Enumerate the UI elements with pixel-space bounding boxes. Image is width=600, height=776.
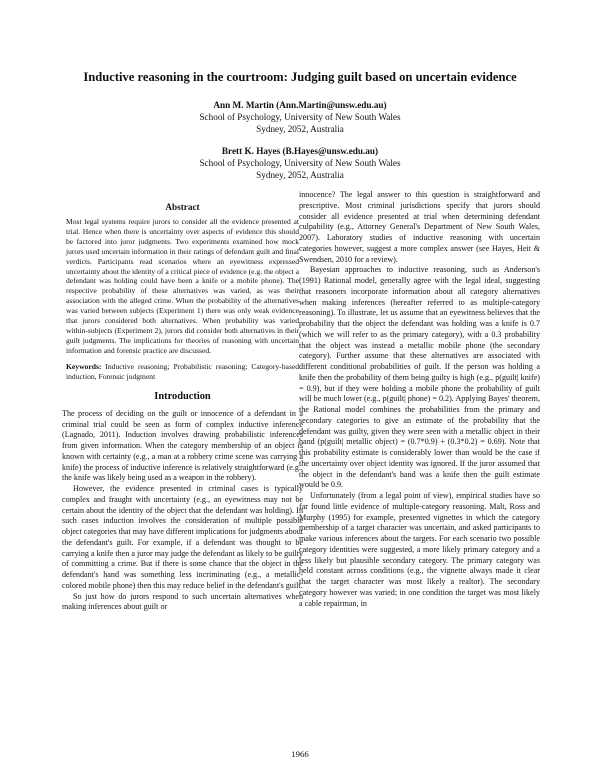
keywords-text: Inductive reasoning; Probabilistic reasoning; Category-based induction, Forensic judgment: [66, 362, 299, 382]
author-affiliation: School of Psychology, University of New South Wales: [199, 112, 401, 122]
body-paragraph: The process of deciding on the guilt or innocence of a defendant in a criminal trial could be seen as form of complex inductive inference (Lagnado, 2011). Induction involves drawing probabilistic inferences from given information. When the category membership of an object is known with certainty (e.g., a man at a robbery crime scene was carrying a knife) the process of inductive inference is relatively straightforward (e.g., the knife was likely being used as a weapon in the robbery).: [62, 408, 303, 483]
author-name: Brett K. Hayes (B.Hayes@unsw.edu.au): [221, 146, 379, 156]
keywords-label: Keywords:: [66, 362, 102, 372]
body-paragraph: Bayesian approaches to inductive reasoning, such as Anderson's (1991) Rational model, generally agree with the legal ideal, suggesting that reasoners incorporate information about all category alternatives when making inferences (hereafter referred to as multiple-category reasoning). To illustrate, let us assume that an eyewitness believes that the probability that the object the defendant was holding was a knife is 0.7 (which we will refer to as the primary category), with a 0.3 probability that the object was instead a metallic mobile phone (the secondary category). Further assume that these alternatives are associated with different conditional probabilities of guilt. If the person was holding a knife then the probability of them being guilty is high (e.g., p(guilt| knife) = 0.9), but if they were holding a mobile phone the probability of guilt will be much lower (e.g., p(guilt| phone) = 0.2). Applying Bayes' theorem, the Rational model combines the probabilities from the primary and secondary categories to give an estimate of the probability that the defendant was guilty, given they were seen with a metallic object in their hand (p(guilt| metallic object) = (0.7*0.9) + (0.3*0.2) = 0.69). Note that this probability estimate is considerably lower than would be the case if the uncertainty over object identity was ignored. If the juror assumed that the object in the defendant's hand was a knife then the guilt estimate would be 0.9.: [299, 265, 540, 490]
abstract-text: Most legal systems require jurors to consider all the evidence presented at trial. Hence when there is uncertainty over aspects of evidence this should be factored into juror judgments. Two experiments examined how mock jurors used uncertain information in their ratings of defendant guilt and final verdicts. Participants read scenarios where an eyewitness expressed uncertainty about the identity of a critical piece of evidence (e.g. the object a defendant was holding could have been a knife or a mobile phone). The respective probability of these alternatives was varied, as was their association with the alleged crime. When the probability of the alternatives was varied between subjects (Experiment 1) there was only weak evidence that jurors considered both alternatives. When probability was varied within-subjects (Experiment 2), jurors did consider both alternatives in their guilt judgments. The implications for theories of reasoning with uncertain information and forensic practice are discussed.: [66, 216, 299, 356]
body-paragraph: innocence? The legal answer to this question is straightforward and prescriptive. Most criminal jurisdictions specify that jurors should consider all evidence presented at trial when determining defendant culpability (e.g., Attorney General's Department of New South Wales, 2007). Laboratory studies of inductive reasoning with uncertain categories however, suggest a more complex answer (see Hayes, Heit & Swendsen, 2010 for a review).: [299, 190, 540, 264]
author-name: Ann M. Martin (Ann.Martin@unsw.edu.au): [213, 100, 387, 110]
author-block-2: [40, 145, 560, 181]
right-column: [299, 190, 540, 609]
abstract-heading: Abstract: [165, 202, 200, 212]
abstract: [62, 217, 303, 356]
introduction-heading: Introduction: [154, 391, 211, 402]
body-paragraph: Unfortunately (from a legal point of view), empirical studies have so far found little evidence of multiple-category reasoning. Malt, Ross and Murphy (1995) for example, presented vignettes in which the category membership of a target character was uncertain, and asked participants to make various inferences about the targets. For each scenario two possible category identities were suggested, a more likely primary category and a less likely but plausible secondary category. The primary category was held constant across conditions (e.g., the vignette always made it clear that the target character was most likely a realtor). The secondary category however was varied; in one condition the target was most likely a cable repairman, in: [299, 491, 540, 608]
author-address: Sydney, 2052, Australia: [256, 170, 344, 180]
body-paragraph: However, the evidence presented in criminal cases is typically complex and fraught with uncertainty (e.g., an eyewitness may not be certain about the identity of the object that the defendant was holding). In such cases induction involves the consideration of multiple possible object categories that may have different implications for judgments about the defendant's guilt. For example, if a defendant was thought to be carrying a knife then a juror may judge the defendant as likely to be guilty of committing a crime. But if there is some chance that the object in the defendant's hand was something less incriminating (e.g., a metallic-colored mobile phone) then this may reduce belief in the defendant's guilt.: [62, 484, 304, 590]
author-address: Sydney, 2052, Australia: [256, 124, 344, 134]
body-paragraph: So just how do jurors respond to such uncertain alternatives when making inferences about guilt or: [62, 591, 303, 612]
author-affiliation: School of Psychology, University of New South Wales: [199, 158, 401, 168]
page-number: 1966: [291, 749, 309, 759]
keywords: [62, 362, 303, 382]
paper-title: Inductive reasoning in the courtroom: Judging guilt based on uncertain evidence: [83, 70, 517, 84]
author-block-1: [40, 99, 560, 135]
left-column: [62, 202, 303, 613]
